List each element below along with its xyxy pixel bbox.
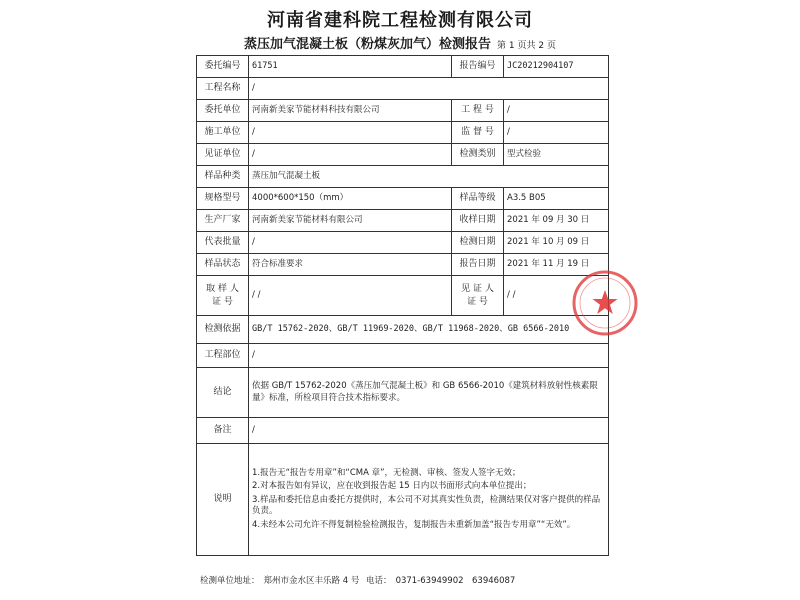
received-date-label: 收样日期 xyxy=(452,210,504,232)
phone-label: 电话： xyxy=(366,576,392,586)
notes-list xyxy=(249,444,609,556)
report-table xyxy=(196,55,609,556)
client-id-value: 61751 xyxy=(249,56,452,78)
grade-label: 样品等级 xyxy=(452,188,504,210)
table-row xyxy=(197,254,609,276)
table-row xyxy=(197,144,609,166)
project-no-value: / xyxy=(504,100,609,122)
test-category-value: 型式检验 xyxy=(504,144,609,166)
basis-value: GB/T 15762-2020、GB/T 11969-2020、GB/T 11968-2020、GB 6566-2010 xyxy=(249,316,609,344)
table-row xyxy=(197,418,609,444)
table-row xyxy=(197,78,609,100)
table-row xyxy=(197,210,609,232)
page-info: 第 1 页共 2 页 xyxy=(497,41,556,51)
notes-label: 说明 xyxy=(197,444,249,556)
test-date-label: 检测日期 xyxy=(452,232,504,254)
note-item: 4.未经本公司允许不得复制检验检测报告，复制报告未重新加盖“报告专用章”“无效”。 xyxy=(252,519,576,530)
witness-unit-value: / xyxy=(249,144,452,166)
table-row xyxy=(197,368,609,418)
sampler-value: / / xyxy=(249,276,452,316)
witness-label-line1: 见 证 人 xyxy=(461,284,494,295)
manufacturer-label: 生产厂家 xyxy=(197,210,249,232)
test-category-label: 检测类别 xyxy=(452,144,504,166)
client-id-label: 委托编号 xyxy=(197,56,249,78)
report-seal-icon xyxy=(570,268,640,338)
client-value: 河南新美家节能材料科技有限公司 xyxy=(249,100,452,122)
project-no-label: 工 程 号 xyxy=(452,100,504,122)
supervision-no-value: / xyxy=(504,122,609,144)
conclusion-label: 结论 xyxy=(197,368,249,418)
grade-value: A3.5 B05 xyxy=(504,188,609,210)
manufacturer-value: 河南新美家节能材料有限公司 xyxy=(249,210,452,232)
note-item: 2.对本报告如有异议，应在收到报告起 15 日内以书面形式向本单位提出； xyxy=(252,481,532,492)
construction-value: / xyxy=(249,122,452,144)
received-date-value: 2021 年 09 月 30 日 xyxy=(504,210,609,232)
sampler-label xyxy=(197,276,249,316)
report-date-label: 报告日期 xyxy=(452,254,504,276)
basis-label: 检测依据 xyxy=(197,316,249,344)
witness-label-line2: 证 号 xyxy=(467,296,488,307)
report-title xyxy=(0,33,800,52)
supervision-no-label: 监 督 号 xyxy=(452,122,504,144)
spec-value: 4000*600*150（mm） xyxy=(249,188,452,210)
witness-unit-label: 见证单位 xyxy=(197,144,249,166)
organization-title: 河南省建科院工程检测有限公司 xyxy=(267,10,533,31)
sampler-label-line2: 证 号 xyxy=(212,296,233,307)
address-value: 郑州市金水区丰乐路 4 号 xyxy=(263,576,360,586)
report-title-text: 蒸压加气混凝土板（粉煤灰加气）检测报告 xyxy=(244,37,492,52)
witness-value: / / xyxy=(504,276,609,316)
note-item: 3.样品和委托信息由委托方提供时，本公司不对其真实性负责，检测结果仅对客户提供的样品负责。 xyxy=(252,494,601,517)
project-name-label: 工程名称 xyxy=(197,78,249,100)
test-date-value: 2021 年 10 月 09 日 xyxy=(504,232,609,254)
table-row xyxy=(197,232,609,254)
remark-label: 备注 xyxy=(197,418,249,444)
table-row xyxy=(197,276,609,316)
batch-label: 代表批量 xyxy=(197,232,249,254)
report-no-value: JC20212904107 xyxy=(504,56,609,78)
table-row xyxy=(197,100,609,122)
sample-type-value: 蒸压加气混凝土板 xyxy=(249,166,609,188)
table-row xyxy=(197,188,609,210)
table-row xyxy=(197,316,609,344)
note-item: 1.报告无“报告专用章”和“CMA 章”，无检测、审核、签发人签字无效； xyxy=(252,467,521,478)
remark-value: / xyxy=(249,418,609,444)
table-row xyxy=(197,344,609,368)
table-row xyxy=(197,166,609,188)
project-name-value: / xyxy=(249,78,609,100)
construction-label: 施工单位 xyxy=(197,122,249,144)
table-row xyxy=(197,444,609,556)
address-label: 检测单位地址： xyxy=(200,576,260,586)
sample-state-label: 样品状态 xyxy=(197,254,249,276)
table-row xyxy=(197,56,609,78)
table-row xyxy=(197,122,609,144)
project-part-label: 工程部位 xyxy=(197,344,249,368)
seal-star xyxy=(593,290,618,314)
client-label: 委托单位 xyxy=(197,100,249,122)
footer xyxy=(200,574,519,586)
sample-state-value: 符合标准要求 xyxy=(249,254,452,276)
sample-type-label: 样品种类 xyxy=(197,166,249,188)
report-no-label: 报告编号 xyxy=(452,56,504,78)
project-part-value: / xyxy=(249,344,609,368)
report-date-value: 2021 年 11 月 19 日 xyxy=(504,254,609,276)
sampler-label-line1: 取 样 人 xyxy=(206,284,239,295)
batch-value: / xyxy=(249,232,452,254)
phone-value: 0371-63949902 63946087 xyxy=(395,576,516,586)
spec-label: 规格型号 xyxy=(197,188,249,210)
conclusion-value: 依据 GB/T 15762-2020《蒸压加气混凝土板》和 GB 6566-2010《建筑材料放射性核素限量》标准，所检项目符合技术指标要求。 xyxy=(249,368,609,418)
witness-label xyxy=(452,276,504,316)
